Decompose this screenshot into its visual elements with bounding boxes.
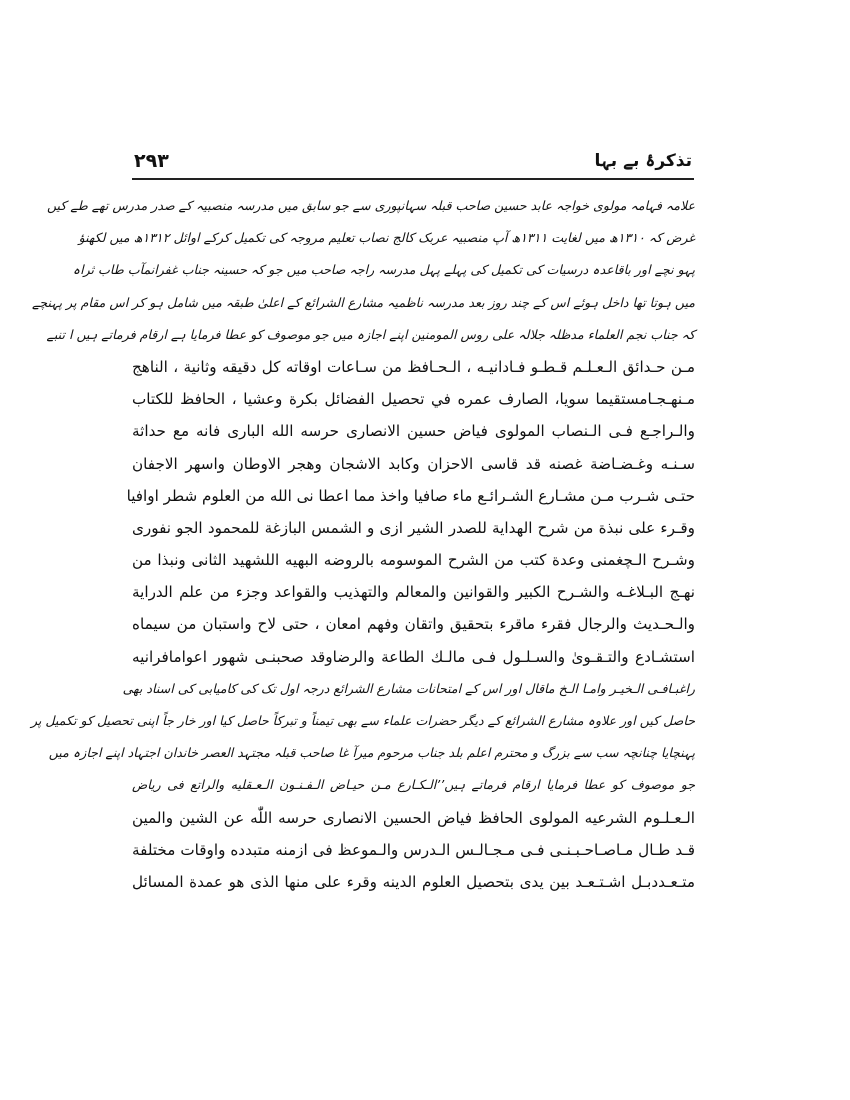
text-line-9: سـنـه وغـضـاضة غصنه قد قاسى الاحزان وكابد الاشجان وهجر الاوطان واسهر الاجفان xyxy=(132,454,695,473)
text-line-7: مـنهـجـامستقيما سويا، الصارف عمره في تحصيل الفضائل بكرة وعشيا ، الحافظ للكتاب xyxy=(132,390,695,409)
text-line-19: جو موصوف کو عطا فرمایا ارقام فرماتے ہیں’’الـكـارع مـن حيـاض الـفـنـون الـعـقليه والراتع فى رياض xyxy=(132,777,695,793)
text-line-4: میں ہوتا تھا داخل ہوئے اس کے چند روز بعد مدرسہ ناظمیہ مشارع الشرائع کے اعلیٰ طبقہ میں شامل ہو کر اس مقام پر پہنچے xyxy=(31,294,695,310)
text-line-12: وشـرح الـچغمنى وعدة كتب من الشرح الموسومه بالروضه البهيه اللشهيد الثانى ونبذا من xyxy=(132,551,695,570)
page-number: ۲۹۳ xyxy=(134,150,169,172)
text-line-3: پہو نچے اور باقاعدہ درسیات کی تکمیل کی پہلے پہل مدرسہ راجہ صاحب میں جو کہ حسینہ جناب غفرانمآب طاب ثراہ xyxy=(72,262,695,278)
text-line-14: والـحـديث والرجال فقرء ماقرء بتحقيق واتقان وفهم امعان ، حتى لاح واستبان من سيماه xyxy=(132,615,695,634)
text-line-8: والـراجـع فـى الـنصاب المولوى فياض حسين الانصارى حرسه الله البارى فانه مع حداثة xyxy=(132,422,695,441)
header-divider xyxy=(132,178,694,180)
text-line-6: مـن حـدائق الـعـلـم قـطـو فـادانيـه ، الـحـافظ من سـاعات اوقاته كل دقيقه وثانية ، الناهج xyxy=(132,357,695,376)
text-line-10: حتـى شـرب مـن مشـارع الشـرائـع ماء صافيا واخذ مما اعطا نى الله من العلوم شطر اوافيا xyxy=(126,486,695,505)
text-line-21: قـد طـال مـاصـاحـبـنـى فـى مـجـالـس الـدرس والـموعظ فى ازمنه متبدده واوقات مختلفة xyxy=(132,840,695,859)
text-line-15: استشـادع والتـقـوىٰ والسـلـول فـى مالـك الطاعة والرضاوقد صحبنـى شهور اعوامافرانيه xyxy=(132,647,695,666)
text-line-16: راغبـافـى الـخيـر وامـا الـخ ماقال اور اس کے امتحانات مشارع الشرائع درجہ اول تک کی کامیابی کی اسناد بھی xyxy=(122,680,695,696)
text-line-20: الـعـلـوم الشرعيه المولوى الحافظ فياض الحسين الانصارى حرسه اللّٰه عن الشين والمين xyxy=(132,808,695,827)
text-line-17: حاصل کیں اور علاوہ مشارع الشرائع کے دیگر حضرات علماء سے بھی تیمناً و تبرکاً حاصل کیا اور خار جاً اپنی تحصیل کو تکمیل پر xyxy=(30,713,695,728)
text-line-22: متـعـددبـل اشـتـعـد بين يدى بتحصيل العلوم الدينه وقرء على منها الذى هو عمدة المسائل xyxy=(132,872,695,891)
text-line-5: کہ جناب نجم العلماء مدظلہ جلالہ علی روس المومنین اپنے اجازہ میں جو موصوف کو عطا فرمایا ہے ارقام فرماتے ہیں ا تنبے xyxy=(46,326,695,342)
text-line-11: وقـرء على نبذة من شرح الهداية للصدر الشير ازى و الشمس البازغة للمحمود الجو نفورى xyxy=(132,518,695,537)
text-line-18: پہنچایا چنانچہ سب سے بزرگ و محترم اعلم بلد جناب مرحوم میرآ غا صاحب قبلہ مجتہد العصر خاندان اجتہاد اپنے اجازہ میں xyxy=(48,745,695,761)
text-line-1: علامہ فہامہ مولوی خواجہ عابد حسین صاحب قبلہ سہانپوری سے جو سابق میں مدرسہ منصبیہ کے صدر مدرس تھے طے کیں xyxy=(46,198,695,213)
text-line-2: غرض کہ ۱۳۱۰ھ میں لغایت ۱۳۱۱ھ آپ منصبیہ عربک کالج نصاب تعلیم مروجہ کی تکمیل کرکے اوائل ۱۳۱۲ھ میں لکھنؤ xyxy=(78,230,695,246)
text-line-13: نهـج البـلاغـه والشـرح الكبير والقوانين والمعالم والتهذيب والقواعد وجزء من علم الدراية xyxy=(132,583,695,602)
running-title: تذکرۂ بے بہا xyxy=(594,151,692,171)
page-header xyxy=(132,150,692,176)
body-text xyxy=(30,190,695,898)
